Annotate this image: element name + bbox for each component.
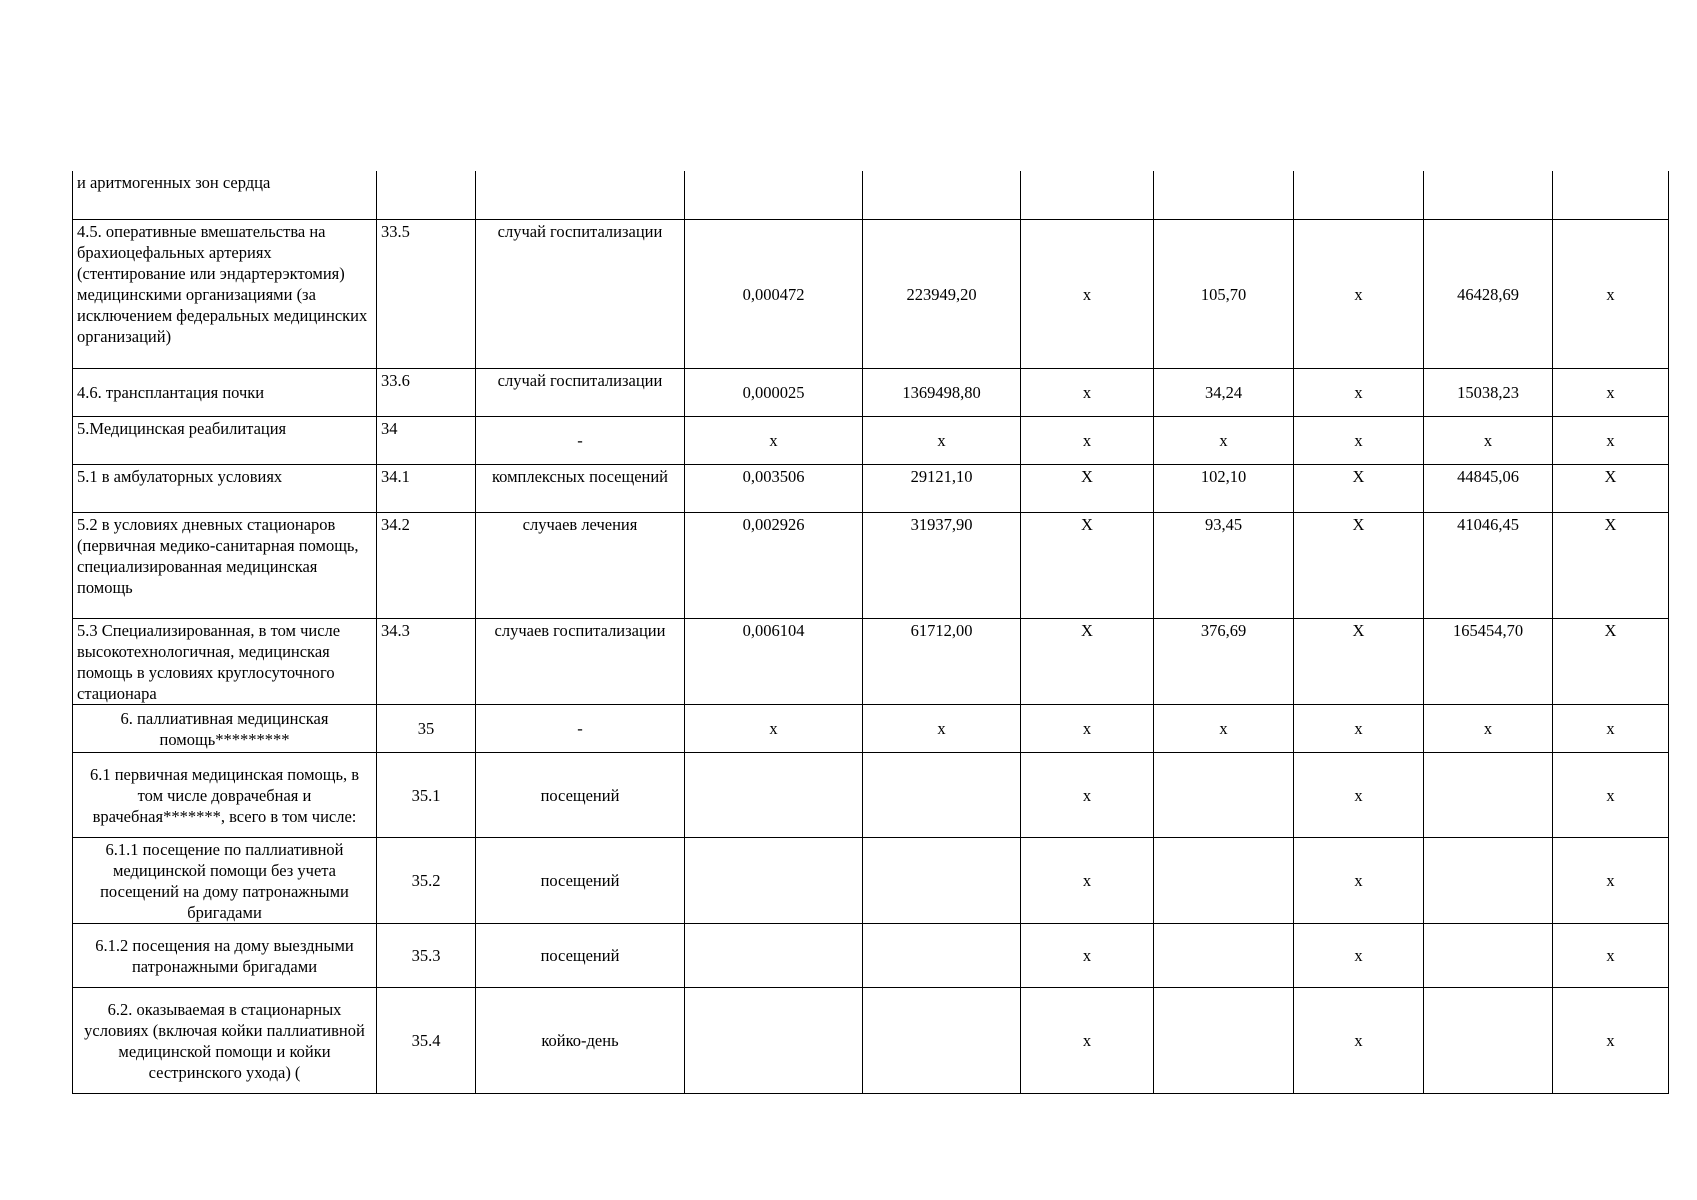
row-number-cell: 35.2 [377, 837, 476, 923]
unit-cell: комплексных посещений [476, 464, 685, 512]
total-budget-cell: x [1294, 219, 1424, 368]
per-capita-budget-cell: x [1021, 416, 1154, 464]
total-budget-cell: X [1294, 464, 1424, 512]
indicator-cell: 5.2 в условиях дневных стационаров (первичная медико-санитарная помощь, специализированная медицинская помощь [73, 512, 377, 618]
table-row [73, 464, 1669, 512]
total-oms-cell: x [1424, 704, 1553, 752]
table-row [73, 837, 1669, 923]
table-row [73, 987, 1669, 1093]
indicator-cell: 6. паллиативная медицинская помощь********* [73, 704, 377, 752]
row-number-cell: 33.6 [377, 368, 476, 416]
per-capita-oms-cell [1154, 171, 1294, 219]
table-row [73, 752, 1669, 837]
total-budget-cell: x [1294, 987, 1424, 1093]
indicator-cell: 6.1.1 посещение по паллиативной медицинской помощи без учета посещений на дому патронажными бригадами [73, 837, 377, 923]
row-number-cell: 34 [377, 416, 476, 464]
volume-norm-cell [685, 987, 863, 1093]
unit-cell: посещений [476, 837, 685, 923]
indicator-cell: 6.1.2 посещения на дому выездными патронажными бригадами [73, 923, 377, 987]
table-row [73, 171, 1669, 219]
percent-cell: X [1553, 512, 1669, 618]
cost-norm-cell: 61712,00 [863, 618, 1021, 704]
row-number-cell: 35.1 [377, 752, 476, 837]
total-budget-cell: x [1294, 704, 1424, 752]
percent-cell: x [1553, 416, 1669, 464]
volume-norm-cell [685, 752, 863, 837]
total-oms-cell [1424, 923, 1553, 987]
cost-norm-cell: 29121,10 [863, 464, 1021, 512]
total-budget-cell: x [1294, 923, 1424, 987]
table-row [73, 618, 1669, 704]
table-row [73, 219, 1669, 368]
total-oms-cell [1424, 171, 1553, 219]
indicator-cell: 4.6. трансплантация почки [73, 368, 377, 416]
total-oms-cell: 46428,69 [1424, 219, 1553, 368]
per-capita-oms-cell [1154, 837, 1294, 923]
cost-norm-cell: x [863, 416, 1021, 464]
percent-cell: X [1553, 464, 1669, 512]
percent-cell: x [1553, 837, 1669, 923]
volume-norm-cell: x [685, 704, 863, 752]
indicator-cell: и аритмогенных зон сердца [73, 171, 377, 219]
unit-cell: посещений [476, 752, 685, 837]
cost-norm-cell [863, 837, 1021, 923]
unit-cell: случаев госпитализации [476, 618, 685, 704]
percent-cell: X [1553, 618, 1669, 704]
total-oms-cell [1424, 752, 1553, 837]
volume-norm-cell: 0,002926 [685, 512, 863, 618]
per-capita-oms-cell [1154, 923, 1294, 987]
total-budget-cell: x [1294, 752, 1424, 837]
per-capita-budget-cell: x [1021, 752, 1154, 837]
row-number-cell: 35 [377, 704, 476, 752]
table-row [73, 512, 1669, 618]
percent-cell: x [1553, 219, 1669, 368]
cost-norm-cell [863, 752, 1021, 837]
cost-norm-cell [863, 987, 1021, 1093]
row-number-cell: 34.1 [377, 464, 476, 512]
per-capita-oms-cell: 376,69 [1154, 618, 1294, 704]
volume-norm-cell: 0,006104 [685, 618, 863, 704]
row-number-cell: 35.3 [377, 923, 476, 987]
total-budget-cell: x [1294, 368, 1424, 416]
per-capita-budget-cell: x [1021, 704, 1154, 752]
volume-norm-cell [685, 837, 863, 923]
per-capita-budget-cell: x [1021, 837, 1154, 923]
total-budget-cell [1294, 171, 1424, 219]
row-number-cell: 34.2 [377, 512, 476, 618]
row-number-cell: 33.5 [377, 219, 476, 368]
total-oms-cell: 165454,70 [1424, 618, 1553, 704]
indicator-cell: 5.Медицинская реабилитация [73, 416, 377, 464]
total-oms-cell: 44845,06 [1424, 464, 1553, 512]
total-oms-cell [1424, 837, 1553, 923]
table-row [73, 704, 1669, 752]
unit-cell: случай госпитализации [476, 219, 685, 368]
percent-cell: x [1553, 752, 1669, 837]
table-row [73, 368, 1669, 416]
per-capita-budget-cell: X [1021, 512, 1154, 618]
per-capita-oms-cell: 93,45 [1154, 512, 1294, 618]
total-oms-cell [1424, 987, 1553, 1093]
table-row [73, 923, 1669, 987]
indicator-cell: 6.1 первичная медицинская помощь, в том числе доврачебная и врачебная*******, всего в том числе: [73, 752, 377, 837]
unit-cell: случай госпитализации [476, 368, 685, 416]
indicator-cell: 6.2. оказываемая в стационарных условиях (включая койки паллиативной медицинской помощи и койки сестринского ухода) ( [73, 987, 377, 1093]
percent-cell [1553, 171, 1669, 219]
per-capita-budget-cell [1021, 171, 1154, 219]
per-capita-budget-cell: x [1021, 219, 1154, 368]
indicator-cell: 5.3 Специализированная, в том числе высокотехнологичная, медицинская помощь в условиях круглосуточного стационара [73, 618, 377, 704]
volume-norm-cell: 0,000025 [685, 368, 863, 416]
cost-norm-cell: 1369498,80 [863, 368, 1021, 416]
per-capita-budget-cell: X [1021, 464, 1154, 512]
volume-norm-cell: 0,000472 [685, 219, 863, 368]
per-capita-oms-cell: x [1154, 416, 1294, 464]
total-budget-cell: X [1294, 618, 1424, 704]
per-capita-oms-cell: x [1154, 704, 1294, 752]
percent-cell: x [1553, 704, 1669, 752]
per-capita-oms-cell: 102,10 [1154, 464, 1294, 512]
per-capita-oms-cell [1154, 987, 1294, 1093]
percent-cell: x [1553, 923, 1669, 987]
data-table [72, 171, 1669, 1094]
row-number-cell: 34.3 [377, 618, 476, 704]
unit-cell: - [476, 416, 685, 464]
total-budget-cell: x [1294, 837, 1424, 923]
row-number-cell [377, 171, 476, 219]
cost-norm-cell [863, 923, 1021, 987]
cost-norm-cell: 223949,20 [863, 219, 1021, 368]
total-oms-cell: 15038,23 [1424, 368, 1553, 416]
indicator-cell: 4.5. оперативные вмешательства на брахиоцефальных артериях (стентирование или эндартерэктомия) медицинскими организациями (за исключением федеральных медицинских организаций) [73, 219, 377, 368]
unit-cell: посещений [476, 923, 685, 987]
volume-norm-cell: x [685, 416, 863, 464]
cost-norm-cell: x [863, 704, 1021, 752]
cost-norm-cell: 31937,90 [863, 512, 1021, 618]
per-capita-budget-cell: x [1021, 987, 1154, 1093]
volume-norm-cell: 0,003506 [685, 464, 863, 512]
per-capita-oms-cell: 105,70 [1154, 219, 1294, 368]
percent-cell: x [1553, 368, 1669, 416]
total-oms-cell: x [1424, 416, 1553, 464]
per-capita-oms-cell [1154, 752, 1294, 837]
table-row [73, 416, 1669, 464]
total-budget-cell: X [1294, 512, 1424, 618]
volume-norm-cell [685, 923, 863, 987]
volume-norm-cell [685, 171, 863, 219]
percent-cell: x [1553, 987, 1669, 1093]
unit-cell: случаев лечения [476, 512, 685, 618]
per-capita-budget-cell: x [1021, 923, 1154, 987]
unit-cell: - [476, 704, 685, 752]
row-number-cell: 35.4 [377, 987, 476, 1093]
indicator-cell: 5.1 в амбулаторных условиях [73, 464, 377, 512]
per-capita-budget-cell: X [1021, 618, 1154, 704]
unit-cell [476, 171, 685, 219]
unit-cell: койко-день [476, 987, 685, 1093]
total-budget-cell: x [1294, 416, 1424, 464]
per-capita-budget-cell: x [1021, 368, 1154, 416]
per-capita-oms-cell: 34,24 [1154, 368, 1294, 416]
cost-norm-cell [863, 171, 1021, 219]
total-oms-cell: 41046,45 [1424, 512, 1553, 618]
